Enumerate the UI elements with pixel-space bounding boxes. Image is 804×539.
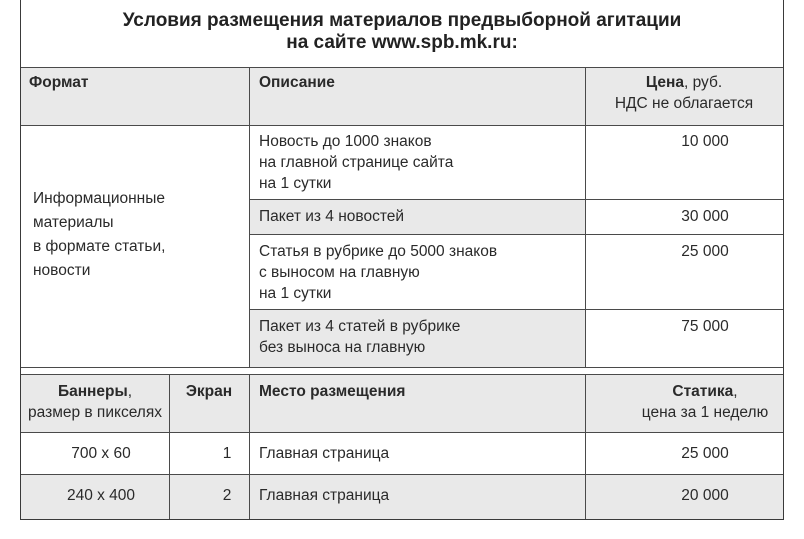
row1-price: 10 000 <box>681 133 729 150</box>
rule <box>21 67 783 68</box>
banner1-size: 700 x 60 <box>71 445 131 462</box>
banner1-price: 25 000 <box>681 445 729 462</box>
title-line-1: Условия размещения материалов предвыборной агитации <box>122 10 682 31</box>
title-line-2: на сайте www.spb.mk.ru: <box>286 32 518 53</box>
header-banners-label: Баннеры <box>57 383 128 400</box>
price-document <box>20 0 784 520</box>
header-price-note: НДС не облагается <box>614 95 754 112</box>
row2-price: 30 000 <box>681 208 729 225</box>
banner2-screen: 2 <box>222 487 232 504</box>
rule <box>21 432 783 433</box>
rule <box>249 309 783 310</box>
column-divider <box>249 67 250 367</box>
rule <box>21 125 783 126</box>
row2-description: Пакет из 4 новостей <box>259 208 405 225</box>
rule <box>249 234 783 235</box>
header-price <box>585 72 783 114</box>
header-screen: Экран <box>185 383 233 400</box>
format-cell: Информационные материалы в формате статьи, новости <box>33 190 166 279</box>
header-description: Описание <box>259 74 335 91</box>
rule <box>21 474 783 475</box>
banner2-size: 240 x 400 <box>66 487 136 504</box>
row1-description: Новость до 1000 знаков на главной странице сайта на 1 сутки <box>259 133 454 192</box>
header-placement: Место размещения <box>259 383 406 400</box>
banner2-placement: Главная страница <box>259 487 390 504</box>
banner2-price: 20 000 <box>681 487 729 504</box>
row3-price: 25 000 <box>681 243 729 260</box>
banner1-placement: Главная страница <box>259 445 390 462</box>
header-price-label: Цена <box>645 74 684 91</box>
header-banners-note: размер в пикселях <box>28 404 162 421</box>
header-static-label: Статика <box>672 383 734 400</box>
document-title <box>21 10 783 54</box>
header-banners-comma: , <box>127 383 133 400</box>
banner1-screen: 1 <box>222 445 232 462</box>
rule <box>21 367 783 368</box>
header-static-note: цена за 1 неделю <box>641 404 769 421</box>
rule <box>249 199 783 200</box>
rule <box>21 374 783 375</box>
row4-description: Пакет из 4 статей в рубрике без выноса на главную <box>259 318 461 356</box>
header-static-comma: , <box>733 383 738 400</box>
header-price-unit: , руб. <box>683 74 723 91</box>
header-format: Формат <box>29 74 89 91</box>
header-banners <box>21 381 169 423</box>
row3-description: Статья в рубрике до 5000 знаков с выносом на главную на 1 сутки <box>259 243 498 302</box>
header-static <box>585 381 804 423</box>
row4-price: 75 000 <box>681 318 729 335</box>
